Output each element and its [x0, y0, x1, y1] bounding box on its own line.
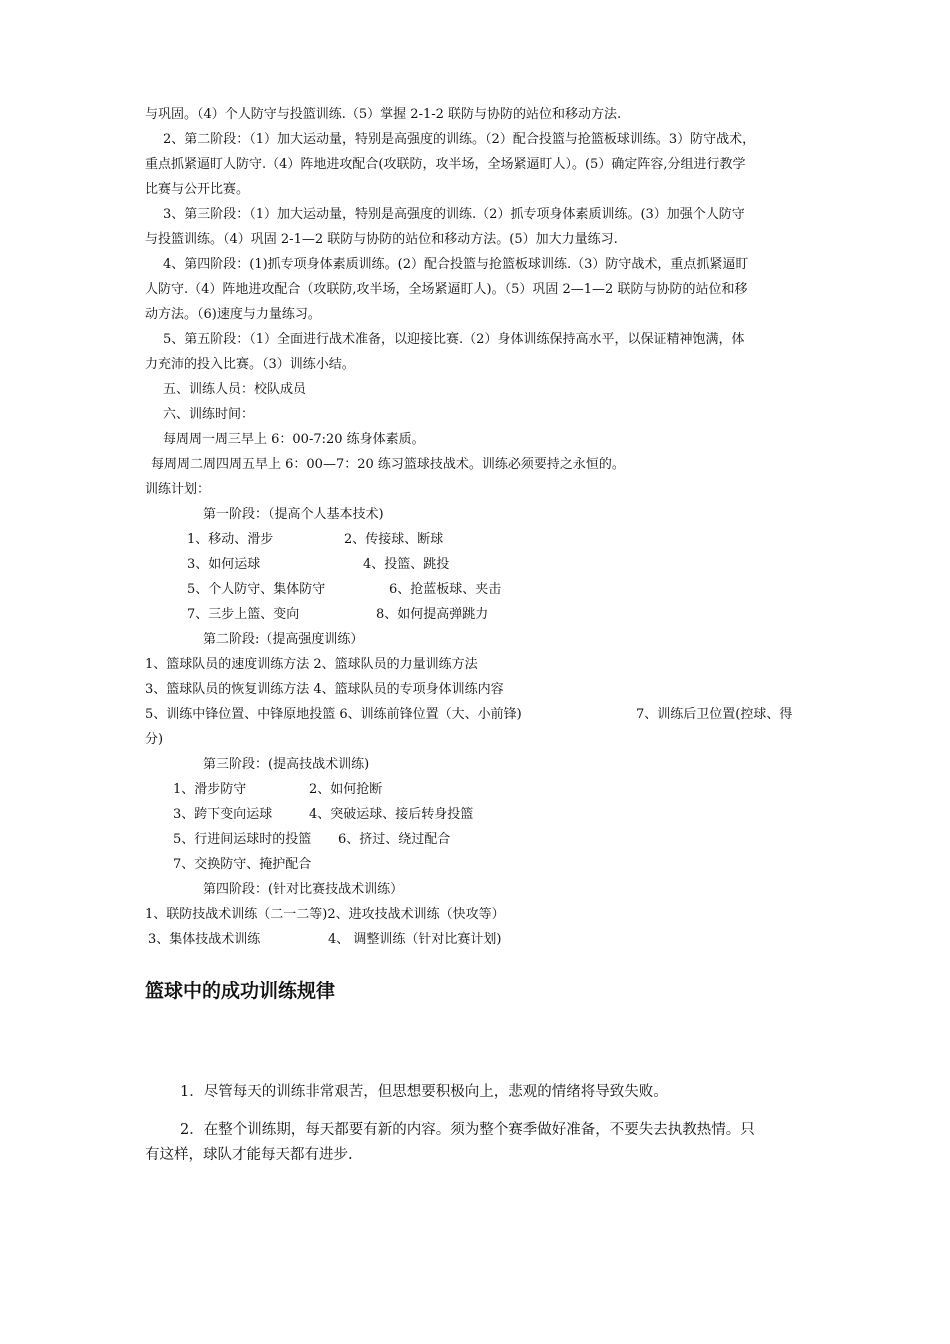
phase-2-line-3b: 7、训练后卫位置(控球、得 — [636, 707, 793, 722]
stage-3-line-1: 3、第三阶段：（1）加大运动量，特别是高强度的训练.（2）抓专项身体素质训练。(3）加强个人防守 — [163, 207, 745, 222]
phase-3-item-7: 7、交换防守、掩护配合 — [173, 857, 312, 872]
phase-2-title: 第二阶段:（提高强度训练） — [203, 632, 364, 647]
stage-4-line-3: 动方法。（6)速度与力量练习。 — [145, 307, 321, 322]
phase-1-item-6: 6、抢蓝板球、夹击 — [389, 582, 502, 597]
phase-3-item-4: 4、突破运球、接后转身投篮 — [309, 807, 474, 822]
phase-3-item-3: 3、跨下变向运球 — [173, 807, 273, 822]
training-time-2: 每周周二周四周五早上 6：00—7：20 练习篮球技战术。训练必须要持之永恒的。 — [151, 457, 625, 472]
phase-1-item-5: 5、个人防守、集体防守 — [187, 582, 326, 597]
stage-4-line-2: 人防守.（4）阵地进攻配合（攻联防,攻半场，全场紧逼盯人)。（5）巩固 2—1—2 联防与协防的站位和移 — [145, 282, 748, 297]
phase-3-item-2: 2、如何抢断 — [309, 782, 383, 797]
phase-4-title: 第四阶段：(针对比赛技战术训练） — [203, 882, 404, 897]
phase-4-item-4: 4、 调整训练（针对比赛计划) — [328, 932, 502, 947]
phase-3-title: 第三阶段：(提高技战术训练) — [203, 757, 370, 772]
stage-4-line-1: 4、第四阶段：(1)抓专项身体素质训练。(2）配合投篮与抢篮板球训练.（3）防守战术，重点抓紧逼盯 — [163, 257, 749, 272]
phase-1-item-2: 2、传接球、断球 — [344, 532, 444, 547]
phase-3-item-5: 5、行进间运球时的投篮 — [173, 832, 312, 847]
phase-2-line-3c: 分) — [145, 732, 164, 747]
stage-3-line-2: 与投篮训练。（4）巩固 2-1—2 联防与协防的站位和移动方法。(5）加大力量练习. — [145, 232, 618, 247]
rule-paragraph-2-line-2: 有这样，球队才能每天都有进步. — [145, 1147, 353, 1163]
rule-paragraph-2-line-1: 2．在整个训练期，每天都要有新的内容。须为整个赛季做好准备，不要失去执教热情。只 — [180, 1122, 755, 1138]
phase-3-item-6: 6、挤过、绕过配合 — [338, 832, 451, 847]
stage-1-tail: 与巩固。（4）个人防守与投篮训练.（5）掌握 2-1-2 联防与协防的站位和移动方法. — [145, 107, 622, 122]
training-time-title: 六、训练时间： — [163, 407, 255, 422]
section-heading: 篮球中的成功训练规律 — [145, 980, 336, 1002]
phase-1-item-1: 1、移动、滑步 — [187, 532, 274, 547]
phase-1-item-4: 4、投篮、跳投 — [363, 557, 450, 572]
stage-2-line-2: 重点抓紧逼盯人防守.（4）阵地进攻配合(攻联防，攻半场，全场紧逼盯人）。(5）确定阵容,分组进行教学 — [145, 157, 746, 172]
phase-2-line-1: 1、篮球队员的速度训练方法 2、篮球队员的力量训练方法 — [145, 657, 478, 672]
phase-1-title: 第一阶段：（提高个人基本技术) — [203, 507, 384, 522]
stage-2-line-1: 2、第二阶段：（1）加大运动量，特别是高强度的训练。（2）配合投篮与抢篮板球训练。3）防守战术， — [163, 132, 756, 147]
phase-1-item-8: 8、如何提高弹跳力 — [376, 607, 489, 622]
phase-4-item-3: 3、集体技战术训练 — [148, 932, 261, 947]
phase-1-item-3: 3、如何运球 — [187, 557, 261, 572]
training-plan-title: 训练计划： — [145, 482, 211, 497]
rule-paragraph-1: 1．尽管每天的训练非常艰苦，但思想要积极向上，悲观的情绪将导致失败。 — [180, 1084, 668, 1100]
phase-4-line-1: 1、联防技战术训练（二一二等)2、进攻技战术训练（快攻等） — [145, 907, 505, 922]
stage-5-line-1: 5、第五阶段：（1）全面进行战术准备，以迎接比赛.（2）身体训练保持高水平，以保证精神饱满，体 — [163, 332, 745, 347]
stage-5-line-2: 力充沛的投入比赛。（3）训练小结。 — [145, 357, 355, 372]
training-time-1: 每周周一周三早上 6：00-7:20 练身体素质。 — [163, 432, 425, 447]
phase-2-line-2: 3、篮球队员的恢复训练方法 4、篮球队员的专项身体训练内容 — [145, 682, 504, 697]
phase-2-line-3a: 5、训练中锋位置、中锋原地投篮 6、训练前锋位置（大、小前锋) — [145, 707, 522, 722]
training-personnel: 五、训练人员：校队成员 — [163, 382, 307, 397]
phase-3-item-1: 1、滑步防守 — [173, 782, 247, 797]
stage-2-line-3: 比赛与公开比赛。 — [145, 182, 250, 197]
phase-1-item-7: 7、三步上篮、变向 — [187, 607, 300, 622]
